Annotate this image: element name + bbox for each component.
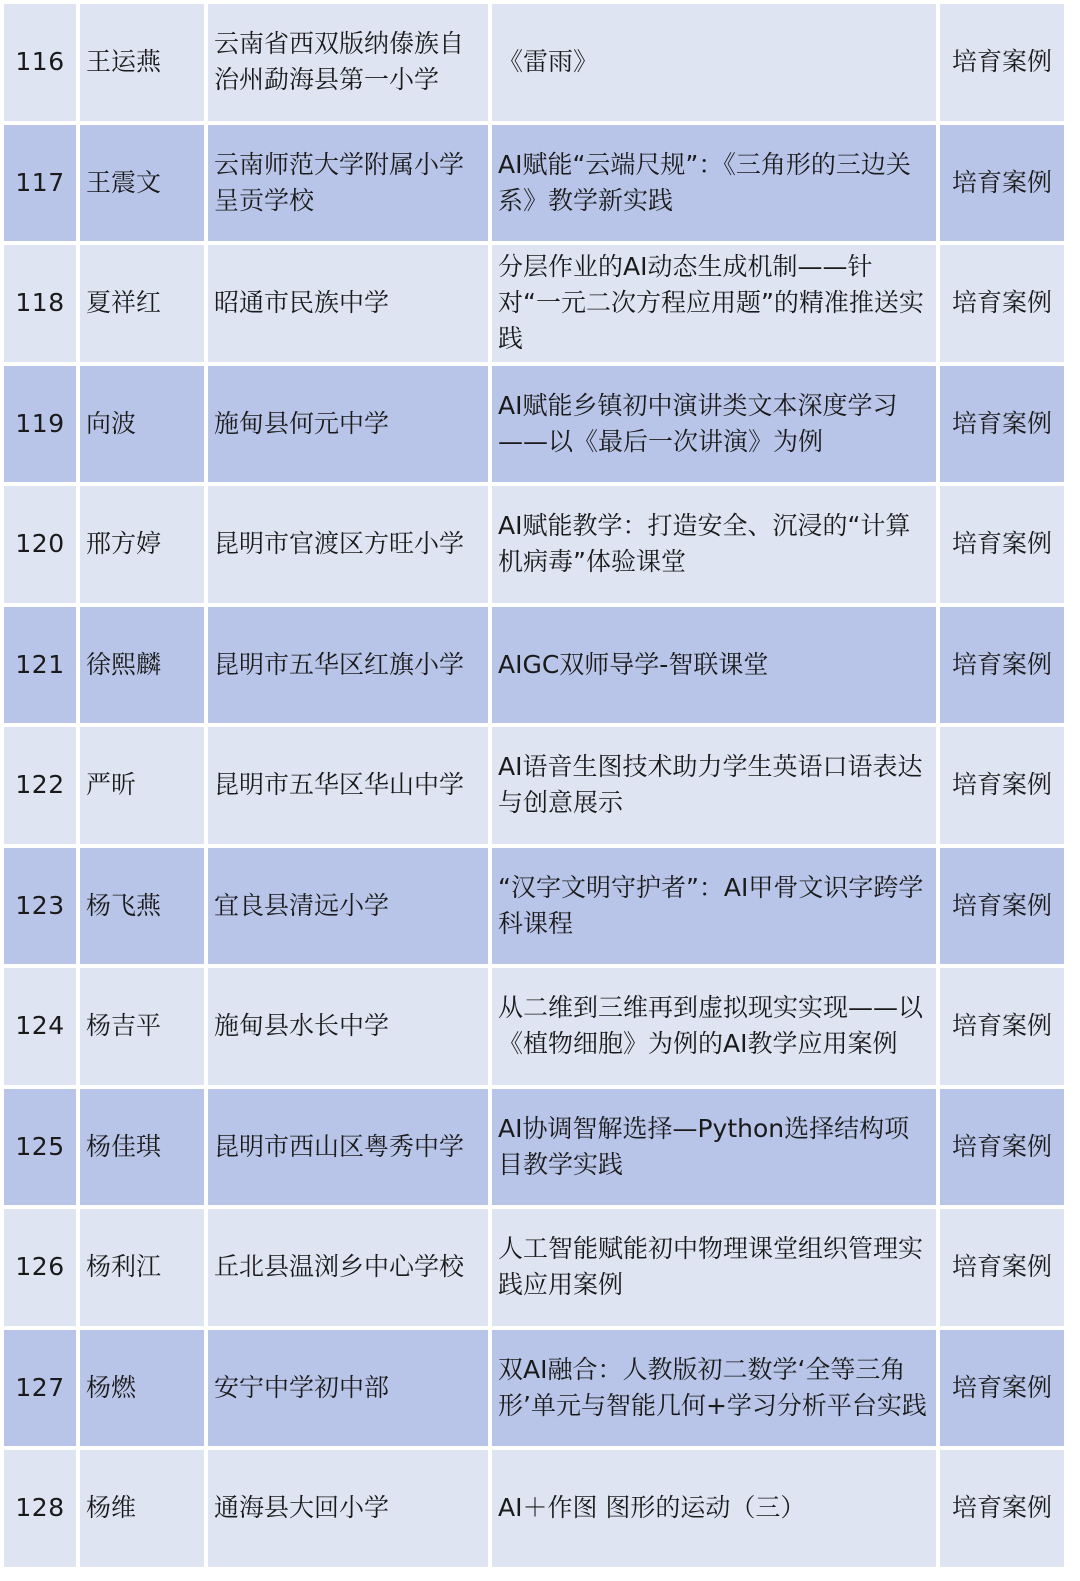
case-title-cell-text: AI＋作图 图形的运动（三） xyxy=(498,1493,806,1523)
teacher-name-cell-text: 杨维 xyxy=(86,1493,137,1523)
case-title-cell xyxy=(492,366,936,483)
row-number-cell-text: 123 xyxy=(15,890,65,920)
teacher-name-cell xyxy=(80,968,204,1085)
case-title-cell-text: 双AI融合：人教版初二数学‘全等三角形’单元与智能几何+学习分析平台实践 xyxy=(498,1354,927,1420)
school-cell-text: 云南师范大学附属小学呈贡学校 xyxy=(214,149,465,215)
teacher-name-cell xyxy=(80,1330,204,1447)
case-type-cell-text: 培育案例 xyxy=(951,1131,1052,1161)
teacher-name-cell-text: 王震文 xyxy=(86,167,162,197)
case-type-cell xyxy=(940,1330,1064,1447)
row-number-cell-text: 126 xyxy=(15,1252,65,1282)
row-number-cell-text: 122 xyxy=(15,770,65,800)
teacher-name-cell xyxy=(80,727,204,844)
school-cell xyxy=(208,4,488,121)
teacher-name-cell-text: 杨利江 xyxy=(86,1252,162,1282)
school-cell xyxy=(208,848,488,965)
school-cell-text: 昆明市官渡区方旺小学 xyxy=(214,529,465,559)
row-number-cell-text: 121 xyxy=(15,649,65,679)
row-number-cell-text: 118 xyxy=(15,288,65,318)
case-type-cell xyxy=(940,727,1064,844)
teacher-name-cell xyxy=(80,486,204,603)
table-row xyxy=(4,4,1068,121)
table-row xyxy=(4,727,1068,844)
case-title-cell-text: AI赋能乡镇初中演讲类文本深度学习——以《最后一次讲演》为例 xyxy=(498,390,898,456)
row-number-cell xyxy=(4,607,76,724)
case-type-cell-text: 培育案例 xyxy=(951,47,1052,77)
row-number-cell xyxy=(4,1089,76,1206)
case-type-cell xyxy=(940,245,1064,362)
row-number-cell-text: 124 xyxy=(15,1011,65,1041)
case-type-cell xyxy=(940,366,1064,483)
case-title-cell xyxy=(492,1450,936,1567)
school-cell-text: 施甸县何元中学 xyxy=(214,408,390,438)
row-number-cell-text: 128 xyxy=(15,1493,65,1523)
case-type-cell xyxy=(940,607,1064,724)
case-title-cell xyxy=(492,848,936,965)
case-title-cell xyxy=(492,486,936,603)
school-cell-text: 通海县大回小学 xyxy=(214,1493,390,1523)
case-title-cell xyxy=(492,727,936,844)
case-type-cell xyxy=(940,125,1064,242)
case-type-cell xyxy=(940,1209,1064,1326)
case-type-cell xyxy=(940,1089,1064,1206)
row-number-cell-text: 119 xyxy=(15,408,65,438)
school-cell xyxy=(208,1209,488,1326)
school-cell-text: 昭通市民族中学 xyxy=(214,288,390,318)
case-title-cell-text: 《雷雨》 xyxy=(498,47,599,77)
case-type-cell xyxy=(940,848,1064,965)
table-row xyxy=(4,1450,1068,1567)
case-type-cell-text: 培育案例 xyxy=(951,167,1052,197)
teacher-name-cell xyxy=(80,1209,204,1326)
teacher-name-cell-text: 夏祥红 xyxy=(86,288,162,318)
case-type-cell-text: 培育案例 xyxy=(951,890,1052,920)
school-cell xyxy=(208,366,488,483)
teacher-name-cell xyxy=(80,366,204,483)
case-title-cell xyxy=(492,607,936,724)
case-list-table xyxy=(4,4,1068,1567)
school-cell xyxy=(208,125,488,242)
case-title-cell-text: AI语音生图技术助力学生英语口语表达与创意展示 xyxy=(498,752,923,818)
case-title-cell-text: 人工智能赋能初中物理课堂组织管理实践应用案例 xyxy=(498,1234,924,1300)
case-type-cell-text: 培育案例 xyxy=(951,288,1052,318)
teacher-name-cell xyxy=(80,607,204,724)
table-row xyxy=(4,366,1068,483)
row-number-cell xyxy=(4,4,76,121)
case-title-cell-text: 分层作业的AI动态生成机制——针对“一元二次方程应用题”的精准推送实践 xyxy=(498,252,924,354)
row-number-cell xyxy=(4,366,76,483)
case-title-cell-text: AI协调智解选择—Python选择结构项目教学实践 xyxy=(498,1113,910,1179)
case-type-cell-text: 培育案例 xyxy=(951,1252,1052,1282)
case-type-cell-text: 培育案例 xyxy=(951,1493,1052,1523)
teacher-name-cell xyxy=(80,1450,204,1567)
table-row xyxy=(4,245,1068,362)
case-title-cell-text: AI赋能教学：打造安全、沉浸的“计算机病毒”体验课堂 xyxy=(498,511,911,577)
row-number-cell-text: 117 xyxy=(15,167,65,197)
case-type-cell-text: 培育案例 xyxy=(951,1011,1052,1041)
school-cell xyxy=(208,727,488,844)
teacher-name-cell-text: 杨燃 xyxy=(86,1372,137,1402)
teacher-name-cell-text: 徐熙麟 xyxy=(86,649,162,679)
row-number-cell xyxy=(4,125,76,242)
row-number-cell xyxy=(4,1330,76,1447)
school-cell xyxy=(208,1330,488,1447)
case-type-cell xyxy=(940,1450,1064,1567)
row-number-cell xyxy=(4,968,76,1085)
table-row xyxy=(4,607,1068,724)
school-cell xyxy=(208,245,488,362)
teacher-name-cell xyxy=(80,848,204,965)
row-number-cell xyxy=(4,1450,76,1567)
school-cell-text: 丘北县温浏乡中心学校 xyxy=(214,1252,465,1282)
school-cell-text: 安宁中学初中部 xyxy=(214,1372,390,1402)
case-type-cell xyxy=(940,968,1064,1085)
case-title-cell-text: “汉字文明守护者”：AI甲骨文识字跨学科课程 xyxy=(498,872,924,938)
row-number-cell-text: 127 xyxy=(15,1372,65,1402)
school-cell xyxy=(208,968,488,1085)
teacher-name-cell-text: 严昕 xyxy=(86,770,137,800)
table-row xyxy=(4,486,1068,603)
school-cell xyxy=(208,607,488,724)
teacher-name-cell-text: 邢方婷 xyxy=(86,529,162,559)
table-row xyxy=(4,1089,1068,1206)
table-row xyxy=(4,1209,1068,1326)
case-title-cell xyxy=(492,125,936,242)
row-number-cell xyxy=(4,727,76,844)
case-title-cell xyxy=(492,1209,936,1326)
teacher-name-cell-text: 杨佳琪 xyxy=(86,1131,162,1161)
school-cell-text: 昆明市西山区粤秀中学 xyxy=(214,1131,465,1161)
school-cell xyxy=(208,1089,488,1206)
row-number-cell xyxy=(4,1209,76,1326)
school-cell xyxy=(208,486,488,603)
case-type-cell xyxy=(940,486,1064,603)
case-title-cell xyxy=(492,1330,936,1447)
case-title-cell-text: AI赋能“云端尺规”：《三角形的三边关系》教学新实践 xyxy=(498,149,911,215)
case-type-cell xyxy=(940,4,1064,121)
case-title-cell xyxy=(492,4,936,121)
row-number-cell-text: 116 xyxy=(15,47,65,77)
teacher-name-cell-text: 杨飞燕 xyxy=(86,890,162,920)
table-row xyxy=(4,125,1068,242)
case-title-cell xyxy=(492,1089,936,1206)
case-type-cell-text: 培育案例 xyxy=(951,529,1052,559)
table-row xyxy=(4,968,1068,1085)
row-number-cell xyxy=(4,486,76,603)
teacher-name-cell-text: 王运燕 xyxy=(86,47,162,77)
row-number-cell-text: 120 xyxy=(15,529,65,559)
case-title-cell xyxy=(492,968,936,1085)
case-title-cell-text: 从二维到三维再到虚拟现实实现——以《植物细胞》为例的AI教学应用案例 xyxy=(498,993,924,1059)
school-cell xyxy=(208,1450,488,1567)
teacher-name-cell-text: 向波 xyxy=(86,408,137,438)
teacher-name-cell xyxy=(80,4,204,121)
school-cell-text: 云南省西双版纳傣族自治州勐海县第一小学 xyxy=(214,29,465,95)
teacher-name-cell xyxy=(80,1089,204,1206)
table-row xyxy=(4,848,1068,965)
teacher-name-cell-text: 杨吉平 xyxy=(86,1011,162,1041)
case-type-cell-text: 培育案例 xyxy=(951,770,1052,800)
teacher-name-cell xyxy=(80,125,204,242)
school-cell-text: 昆明市五华区红旗小学 xyxy=(214,649,465,679)
case-title-cell xyxy=(492,245,936,362)
row-number-cell xyxy=(4,848,76,965)
row-number-cell xyxy=(4,245,76,362)
school-cell-text: 宜良县清远小学 xyxy=(214,890,390,920)
school-cell-text: 施甸县水长中学 xyxy=(214,1011,390,1041)
case-type-cell-text: 培育案例 xyxy=(951,408,1052,438)
case-type-cell-text: 培育案例 xyxy=(951,649,1052,679)
case-title-cell-text: AIGC双师导学-智联课堂 xyxy=(498,649,769,679)
case-type-cell-text: 培育案例 xyxy=(951,1372,1052,1402)
row-number-cell-text: 125 xyxy=(15,1131,65,1161)
table-row xyxy=(4,1330,1068,1447)
teacher-name-cell xyxy=(80,245,204,362)
school-cell-text: 昆明市五华区华山中学 xyxy=(214,770,465,800)
